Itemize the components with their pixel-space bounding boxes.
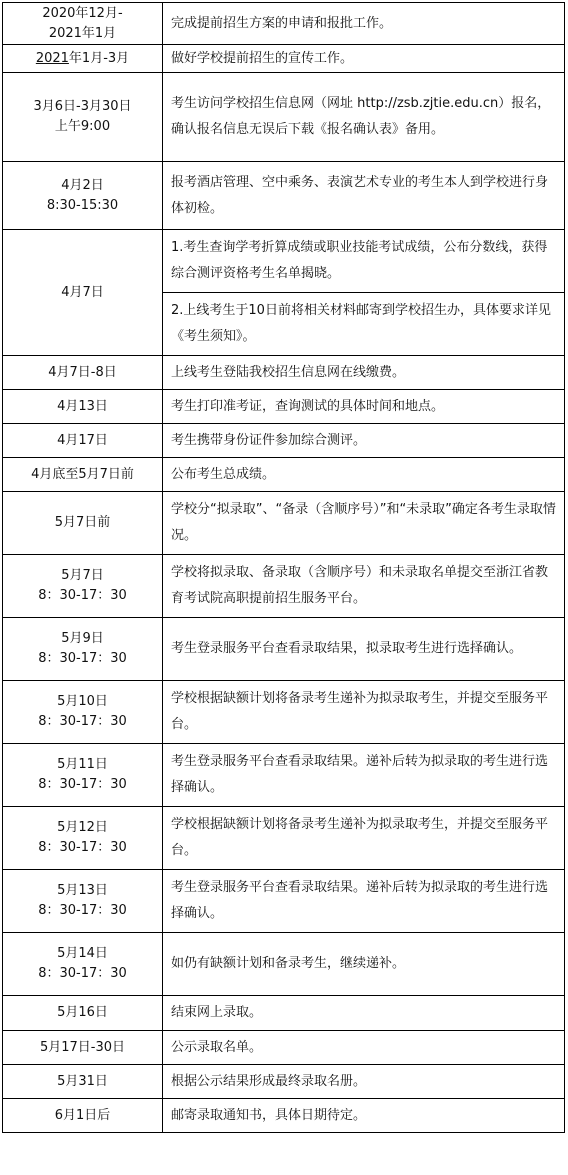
task-cell: 做好学校提前招生的宣传工作。 (163, 45, 565, 73)
date-cell: 4月7日 (3, 230, 163, 356)
task-cell: 如仍有缺额计划和备录考生，继续递补。 (163, 933, 565, 996)
task-cell: 考生登录服务平台查看录取结果。递补后转为拟录取的考生进行选择确认。 (163, 870, 565, 933)
task-cell: 公布考生总成绩。 (163, 458, 565, 492)
date-cell: 5月13日 8：30-17：30 (3, 870, 163, 933)
task-cell: 2.上线考生于10日前将相关材料邮寄到学校招生办，具体要求详见《考生须知》。 (163, 293, 565, 356)
task-cell: 学校根据缺额计划将备录考生递补为拟录取考生，并提交至服务平台。 (163, 807, 565, 870)
table-row (3, 45, 565, 73)
date-cell: 5月17日-30日 (3, 1031, 163, 1065)
table-row (3, 356, 565, 390)
schedule-table (2, 2, 565, 1133)
date-cell: 4月17日 (3, 424, 163, 458)
task-cell: 完成提前招生方案的申请和报批工作。 (163, 3, 565, 45)
date-cell: 4月底至5月7日前 (3, 458, 163, 492)
table-row (3, 424, 565, 458)
table-row (3, 618, 565, 681)
table-row (3, 933, 565, 996)
date-cell: 5月11日 8：30-17：30 (3, 744, 163, 807)
task-cell: 根据公示结果形成最终录取名册。 (163, 1065, 565, 1099)
date-year-underlined: 2021 (35, 50, 69, 66)
table-row (3, 3, 565, 45)
task-cell: 上线考生登陆我校招生信息网在线缴费。 (163, 356, 565, 390)
table-row (3, 681, 565, 744)
task-cell: 考生访问学校招生信息网（网址 http://zsb.zjtie.edu.cn）报名，确认报名信息无误后下载《报名确认表》备用。 (163, 73, 565, 162)
table-row (3, 807, 565, 870)
task-cell: 学校将拟录取、备录取（含顺序号）和未录取名单提交至浙江省教育考试院高职提前招生服务平台。 (163, 555, 565, 618)
task-cell: 1.考生查询学考折算成绩或职业技能考试成绩，公布分数线，获得综合测评资格考生名单揭晓。 (163, 230, 565, 293)
date-cell: 5月10日 8：30-17：30 (3, 681, 163, 744)
date-cell: 5月16日 (3, 996, 163, 1031)
table-row (3, 1031, 565, 1065)
table-row (3, 458, 565, 492)
task-cell: 考生打印准考证，查询测试的具体时间和地点。 (163, 390, 565, 424)
date-cell: 4月2日 8:30-15:30 (3, 162, 163, 230)
date-cell: 4月7日-8日 (3, 356, 163, 390)
table-row (3, 390, 565, 424)
task-cell: 报考酒店管理、空中乘务、表演艺术专业的考生本人到学校进行身体初检。 (163, 162, 565, 230)
date-cell: 6月1日后 (3, 1099, 163, 1133)
date-cell (3, 45, 163, 73)
date-cell: 4月13日 (3, 390, 163, 424)
date-cell: 5月9日 8：30-17：30 (3, 618, 163, 681)
task-cell: 学校根据缺额计划将备录考生递补为拟录取考生，并提交至服务平台。 (163, 681, 565, 744)
date-cell: 5月31日 (3, 1065, 163, 1099)
task-cell: 公示录取名单。 (163, 1031, 565, 1065)
date-cell: 5月7日前 (3, 492, 163, 555)
date-cell: 5月12日 8：30-17：30 (3, 807, 163, 870)
table-row (3, 744, 565, 807)
table-row (3, 73, 565, 162)
task-cell: 考生登录服务平台查看录取结果。递补后转为拟录取的考生进行选择确认。 (163, 744, 565, 807)
date-cell: 2020年12月- 2021年1月 (3, 3, 163, 45)
table-row (3, 996, 565, 1031)
date-cell: 3月6日-3月30日 上午9:00 (3, 73, 163, 162)
date-cell: 5月14日 8：30-17：30 (3, 933, 163, 996)
table-row (3, 492, 565, 555)
task-cell: 结束网上录取。 (163, 996, 565, 1031)
table-row (3, 1065, 565, 1099)
table-row (3, 870, 565, 933)
table-row (3, 162, 565, 230)
date-rest: 年1月-3月 (68, 50, 130, 66)
table-row (3, 555, 565, 618)
task-cell: 邮寄录取通知书，具体日期待定。 (163, 1099, 565, 1133)
task-cell: 考生携带身份证件参加综合测评。 (163, 424, 565, 458)
task-cell: 考生登录服务平台查看录取结果，拟录取考生进行选择确认。 (163, 618, 565, 681)
task-cell: 学校分“拟录取”、“备录（含顺序号）”和“未录取”确定各考生录取情况。 (163, 492, 565, 555)
table-row (3, 1099, 565, 1133)
date-cell: 5月7日 8：30-17：30 (3, 555, 163, 618)
table-row (3, 230, 565, 293)
